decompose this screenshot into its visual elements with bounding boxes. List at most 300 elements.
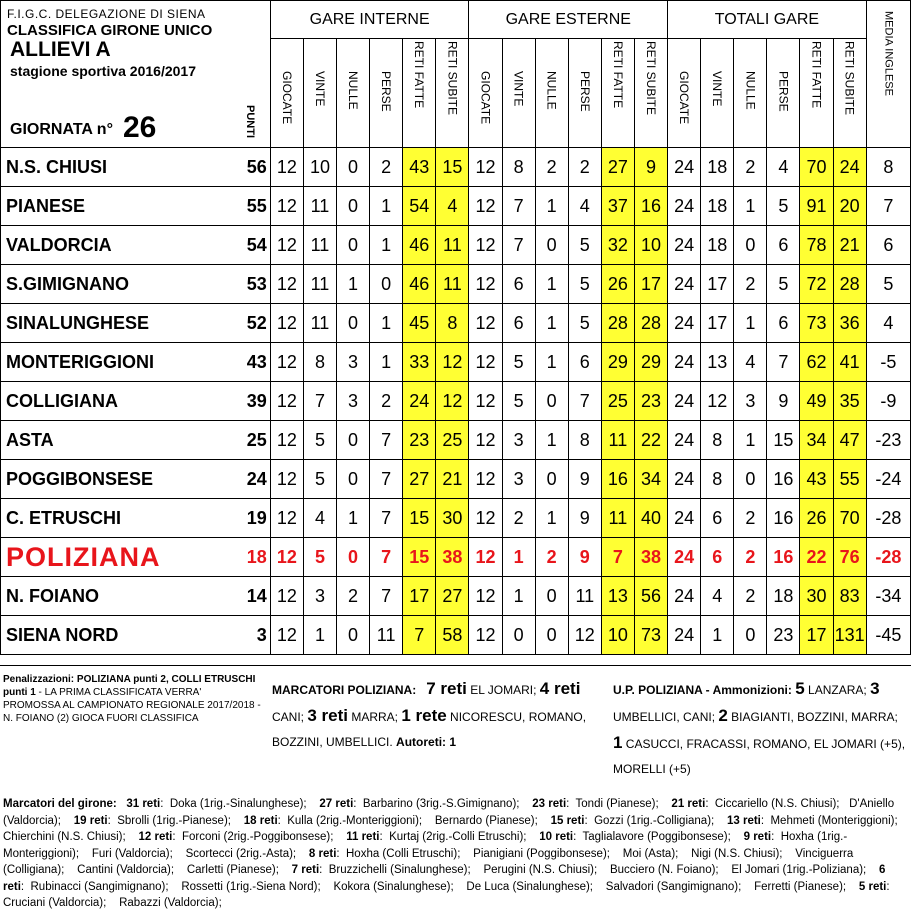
- stat-cell: 6: [701, 499, 734, 538]
- col-header-perse: [568, 38, 601, 148]
- scorers-names: EL JOMARI;: [466, 683, 540, 697]
- stat-cell: 16: [767, 499, 800, 538]
- stat-cell: 1: [701, 616, 734, 655]
- col-header-label: PERSE: [776, 70, 791, 112]
- stat-cell: 3: [734, 382, 767, 421]
- stat-cell: 70: [800, 148, 833, 187]
- stat-cell: 40: [634, 499, 667, 538]
- stat-cell: 36: [833, 304, 866, 343]
- stat-cell: 7: [403, 616, 436, 655]
- stat-cell: 1: [502, 577, 535, 616]
- team-name: SIENA NORD: [1, 616, 231, 655]
- stat-cell: 0: [337, 148, 370, 187]
- goals-group-label: 31 reti: [126, 798, 161, 810]
- goals-group-names: : Tondi (Pianese);: [566, 798, 672, 810]
- col-header-label: VINTE: [710, 70, 725, 106]
- goals-group-label: 7 reti: [291, 864, 320, 876]
- media-inglese-cell: -9: [866, 382, 910, 421]
- team-scorers: [272, 676, 592, 755]
- stat-cell: 4: [767, 148, 800, 187]
- goals-group-names: : Mehmeti (Monteriggioni); Chierchini (N.S. Chiusi);: [3, 814, 911, 843]
- stat-cell: 18: [767, 577, 800, 616]
- stat-cell: 73: [800, 304, 833, 343]
- stat-cell: 20: [833, 187, 866, 226]
- stat-cell: 30: [436, 499, 469, 538]
- stat-cell: 2: [535, 538, 568, 577]
- stat-cell: 1: [502, 538, 535, 577]
- stat-cell: 2: [734, 148, 767, 187]
- col-header-subite: [634, 38, 667, 148]
- stat-cell: 3: [337, 382, 370, 421]
- stat-cell: 11: [370, 616, 403, 655]
- stat-cell: 24: [668, 187, 701, 226]
- stat-cell: 24: [668, 382, 701, 421]
- table-row: [1, 460, 911, 499]
- stat-cell: 1: [303, 616, 336, 655]
- col-header-giocate: [668, 38, 701, 148]
- col-header-label: VINTE: [511, 70, 526, 106]
- stat-cell: 91: [800, 187, 833, 226]
- stat-cell: 2: [734, 499, 767, 538]
- team-points: 24: [230, 460, 270, 499]
- col-header-label: GIOCATE: [677, 70, 692, 124]
- stat-cell: 9: [767, 382, 800, 421]
- media-inglese-cell: -24: [866, 460, 910, 499]
- col-header-vinte: [502, 38, 535, 148]
- stat-cell: 46: [403, 226, 436, 265]
- stat-cell: 7: [370, 460, 403, 499]
- col-header-nulle: [535, 38, 568, 148]
- stat-cell: 131: [833, 616, 866, 655]
- stat-cell: 24: [668, 616, 701, 655]
- stat-cell: 0: [535, 460, 568, 499]
- stat-cell: 0: [370, 265, 403, 304]
- goals-group-names: : Taglialavore (Poggibonsese);: [573, 831, 744, 843]
- col-header-label: RETI FATTE: [412, 40, 427, 108]
- stat-cell: 46: [403, 265, 436, 304]
- stat-cell: 5: [568, 265, 601, 304]
- team-points: 43: [230, 343, 270, 382]
- team-name: PIANESE: [1, 187, 231, 226]
- stat-cell: 1: [370, 187, 403, 226]
- goals-group-names: : Barbarino (3rig.-S.Gimignano);: [353, 798, 533, 810]
- col-header-perse: [767, 38, 800, 148]
- col-header-nulle: [734, 38, 767, 148]
- goals-group-names: [117, 798, 127, 810]
- stat-cell: 23: [634, 382, 667, 421]
- stat-cell: 0: [337, 616, 370, 655]
- table-row: [1, 577, 911, 616]
- stat-cell: 0: [535, 616, 568, 655]
- stat-cell: 27: [436, 577, 469, 616]
- stat-cell: 1: [535, 421, 568, 460]
- stat-cell: 1: [734, 421, 767, 460]
- stat-cell: 2: [734, 538, 767, 577]
- stat-cell: 2: [370, 382, 403, 421]
- stat-cell: 9: [634, 148, 667, 187]
- bookings-count: 3: [870, 679, 880, 698]
- stat-cell: 6: [502, 304, 535, 343]
- goals-group-label: 10 reti: [539, 831, 574, 843]
- stat-cell: 8: [568, 421, 601, 460]
- scorers-names: MARRA;: [347, 710, 402, 724]
- team-name: N. FOIANO: [1, 577, 231, 616]
- stat-cell: 4: [303, 499, 336, 538]
- stat-cell: 18: [701, 226, 734, 265]
- stat-cell: 12: [469, 265, 502, 304]
- stat-cell: 17: [634, 265, 667, 304]
- stat-cell: 12: [270, 304, 303, 343]
- group-home: GARE INTERNE: [270, 1, 469, 39]
- stat-cell: 10: [601, 616, 634, 655]
- stat-cell: 11: [601, 499, 634, 538]
- stat-cell: 5: [568, 226, 601, 265]
- goals-group-label: 13 reti: [727, 814, 761, 827]
- team-bookings: [613, 676, 909, 782]
- stat-cell: 8: [303, 343, 336, 382]
- stat-cell: 12: [270, 148, 303, 187]
- media-header-label: MEDIA INGLESE: [882, 11, 895, 96]
- team-points: 39: [230, 382, 270, 421]
- stat-cell: 12: [270, 460, 303, 499]
- stat-cell: 12: [701, 382, 734, 421]
- stat-cell: 1: [535, 343, 568, 382]
- goals-group-label: 23 reti: [532, 798, 567, 810]
- stat-cell: 12: [469, 421, 502, 460]
- goals-group-label: 15 reti: [550, 814, 585, 827]
- goals-group-label: 27 reti: [319, 798, 354, 810]
- table-row: [1, 187, 911, 226]
- stat-cell: 9: [568, 460, 601, 499]
- goals-group-label: 12 reti: [138, 831, 173, 843]
- table-row: [1, 343, 911, 382]
- season-label: stagione sportiva 2016/2017: [10, 63, 196, 79]
- stat-cell: 30: [800, 577, 833, 616]
- stat-cell: 17: [800, 616, 833, 655]
- stat-cell: 6: [767, 304, 800, 343]
- stat-cell: 12: [469, 148, 502, 187]
- scorers-count: 3 reti: [307, 706, 348, 725]
- stat-cell: 0: [337, 304, 370, 343]
- stat-cell: 5: [568, 304, 601, 343]
- stat-cell: 38: [436, 538, 469, 577]
- stat-cell: 29: [601, 343, 634, 382]
- stat-cell: 43: [403, 148, 436, 187]
- stat-cell: 0: [337, 226, 370, 265]
- col-header-nulle: [337, 38, 370, 148]
- stat-cell: 7: [370, 538, 403, 577]
- stat-cell: 12: [469, 577, 502, 616]
- team-name: VALDORCIA: [1, 226, 231, 265]
- stat-cell: 5: [303, 421, 336, 460]
- stat-cell: 11: [303, 265, 336, 304]
- table-row: [1, 226, 911, 265]
- stat-cell: 12: [469, 382, 502, 421]
- stat-cell: 16: [767, 538, 800, 577]
- col-header-label: PERSE: [577, 70, 592, 112]
- penalties-note: [3, 673, 261, 725]
- own-goals: Autoreti: 1: [396, 735, 457, 749]
- stat-cell: 70: [833, 499, 866, 538]
- stat-cell: 35: [833, 382, 866, 421]
- stat-cell: 0: [337, 421, 370, 460]
- goals-group-label: Marcatori del girone:: [3, 798, 117, 810]
- stat-cell: 12: [469, 499, 502, 538]
- stat-cell: 1: [337, 265, 370, 304]
- goals-group-names: : Hoxha (1rig.-Monteriggioni); Furi (Valdorcia); Scortecci (2rig.-Asta);: [3, 831, 848, 860]
- team-points: 53: [230, 265, 270, 304]
- stat-cell: 56: [634, 577, 667, 616]
- team-scorers-label: MARCATORI POLIZIANA:: [272, 683, 417, 697]
- stat-cell: 7: [502, 187, 535, 226]
- stat-cell: 1: [370, 343, 403, 382]
- table-row: [1, 265, 911, 304]
- col-header-giocate: [469, 38, 502, 148]
- table-row: [1, 304, 911, 343]
- team-points: 56: [230, 148, 270, 187]
- stat-cell: 1: [734, 187, 767, 226]
- bookings-label: U.P. POLIZIANA - Ammonizioni:: [613, 683, 792, 697]
- table-row: [1, 148, 911, 187]
- stat-cell: 1: [337, 499, 370, 538]
- stat-cell: 1: [370, 304, 403, 343]
- stat-cell: 3: [303, 577, 336, 616]
- stat-cell: 73: [634, 616, 667, 655]
- goals-group-names: : Cruciani (Valdorcia); Rabazzi (Valdorcia);: [3, 880, 896, 909]
- stat-cell: 4: [436, 187, 469, 226]
- table-row: [1, 421, 911, 460]
- stat-cell: 18: [701, 148, 734, 187]
- stat-cell: 28: [833, 265, 866, 304]
- stat-cell: 29: [634, 343, 667, 382]
- classification-label: CLASSIFICA GIRONE UNICO: [7, 22, 213, 39]
- stat-cell: 2: [535, 148, 568, 187]
- stat-cell: 10: [634, 226, 667, 265]
- stat-cell: 83: [833, 577, 866, 616]
- stat-cell: 12: [270, 187, 303, 226]
- stat-cell: 12: [270, 577, 303, 616]
- bookings-names: LANZARA;: [804, 683, 871, 697]
- points-header: [230, 1, 270, 148]
- stat-cell: 4: [701, 577, 734, 616]
- col-header-fatte: [403, 38, 436, 148]
- stat-cell: 2: [568, 148, 601, 187]
- team-name: N.S. CHIUSI: [1, 148, 231, 187]
- col-header-fatte: [800, 38, 833, 148]
- stat-cell: 6: [568, 343, 601, 382]
- stat-cell: 34: [800, 421, 833, 460]
- media-inglese-cell: -28: [866, 499, 910, 538]
- stat-cell: 12: [469, 304, 502, 343]
- col-header-label: NULLE: [346, 70, 361, 110]
- goals-group-label: 6 reti: [3, 864, 886, 893]
- goals-group-label: 8 reti: [308, 847, 337, 860]
- stat-cell: 1: [370, 226, 403, 265]
- stat-cell: 12: [270, 265, 303, 304]
- stat-cell: 5: [767, 265, 800, 304]
- penalties-label: Penalizzazioni: POLIZIANA punti 2, COLLI ETRUSCHI punti 1: [3, 674, 256, 698]
- col-header-label: PERSE: [379, 70, 394, 112]
- goals-group-label: 11 reti: [346, 831, 380, 843]
- goals-group-names: : Forconi (2rig.-Poggibonsese);: [172, 831, 347, 843]
- goals-group-names: : Gozzi (1rig.-Colligiana);: [584, 814, 727, 827]
- stat-cell: 62: [800, 343, 833, 382]
- goals-group-names: : Sbrolli (1rig.-Pianese);: [107, 814, 244, 827]
- table-row: [1, 538, 911, 577]
- stat-cell: 0: [734, 616, 767, 655]
- stat-cell: 0: [502, 616, 535, 655]
- bookings-names: UMBELLICI, CANI;: [613, 710, 719, 724]
- media-inglese-cell: 7: [866, 187, 910, 226]
- stat-cell: 0: [535, 577, 568, 616]
- stat-cell: 11: [436, 265, 469, 304]
- col-header-subite: [436, 38, 469, 148]
- bookings-count: 1: [613, 733, 623, 752]
- stat-cell: 4: [568, 187, 601, 226]
- scorers-count: 1 rete: [401, 706, 447, 725]
- stat-cell: 0: [734, 460, 767, 499]
- col-header-perse: [370, 38, 403, 148]
- matchday-number: 26: [122, 111, 157, 144]
- stat-cell: 28: [634, 304, 667, 343]
- stat-cell: 12: [469, 343, 502, 382]
- stat-cell: 24: [668, 499, 701, 538]
- group-total: TOTALI GARE: [668, 1, 867, 39]
- stat-cell: 5: [502, 343, 535, 382]
- stat-cell: 55: [833, 460, 866, 499]
- media-inglese-cell: -45: [866, 616, 910, 655]
- stat-cell: 1: [535, 265, 568, 304]
- goals-group-names: : Bruzzichelli (Sinalunghese); Perugini (N.S. Chiusi); Bucciero (N. Foiano); El Jomari (1rig.-Poliziana);: [319, 864, 880, 876]
- stat-cell: 15: [403, 499, 436, 538]
- media-inglese-cell: -28: [866, 538, 910, 577]
- notes-area: [0, 665, 911, 914]
- penalties-text: - LA PRIMA CLASSIFICATA VERRA' PROMOSSA AL CAMPIONATO REGIONALE 2017/2018 - N. FOIANO (2) GIOCA FUORI CLASSIFICA: [3, 687, 261, 724]
- league-scorers: [3, 796, 911, 912]
- stat-cell: 49: [800, 382, 833, 421]
- team-name: C. ETRUSCHI: [1, 499, 231, 538]
- matchday-label: GIORNATA n°: [10, 121, 113, 138]
- bookings-names: BIAGIANTI, BOZZINI, MARRA;: [727, 710, 898, 724]
- stat-cell: 37: [601, 187, 634, 226]
- stat-cell: 9: [568, 538, 601, 577]
- stat-cell: 6: [767, 226, 800, 265]
- col-header-vinte: [303, 38, 336, 148]
- media-header: [866, 1, 910, 148]
- media-inglese-cell: 5: [866, 265, 910, 304]
- stat-cell: 15: [403, 538, 436, 577]
- stat-cell: 11: [303, 304, 336, 343]
- stat-cell: 25: [436, 421, 469, 460]
- col-header-giocate: [270, 38, 303, 148]
- col-header-label: VINTE: [312, 70, 327, 106]
- bookings-count: 2: [718, 706, 728, 725]
- stat-cell: 11: [436, 226, 469, 265]
- stat-cell: 11: [601, 421, 634, 460]
- stat-cell: 3: [502, 460, 535, 499]
- goals-group-label: 18 reti: [243, 814, 278, 827]
- stat-cell: 0: [734, 226, 767, 265]
- stat-cell: 8: [436, 304, 469, 343]
- stat-cell: 12: [270, 421, 303, 460]
- team-points: 19: [230, 499, 270, 538]
- stat-cell: 7: [370, 499, 403, 538]
- stat-cell: 23: [767, 616, 800, 655]
- federation-label: F.I.G.C. DELEGAZIONE DI SIENA: [7, 7, 206, 21]
- stat-cell: 1: [535, 304, 568, 343]
- stat-cell: 24: [668, 343, 701, 382]
- stat-cell: 16: [767, 460, 800, 499]
- stat-cell: 12: [270, 343, 303, 382]
- stat-cell: 24: [668, 148, 701, 187]
- stat-cell: 1: [535, 499, 568, 538]
- stat-cell: 24: [403, 382, 436, 421]
- stat-cell: 17: [701, 304, 734, 343]
- stat-cell: 16: [601, 460, 634, 499]
- col-header-label: NULLE: [544, 70, 559, 110]
- media-inglese-cell: -23: [866, 421, 910, 460]
- team-name: S.GIMIGNANO: [1, 265, 231, 304]
- stat-cell: 78: [800, 226, 833, 265]
- team-points: 52: [230, 304, 270, 343]
- stat-cell: 5: [767, 187, 800, 226]
- stat-cell: 8: [502, 148, 535, 187]
- goals-group-names: : Hoxha (Colli Etruschi); Pianigiani (Poggibonsese); Moi (Asta); Nigi (N.S. Chiusi); Vinciguerra (Colligiana); Cantini (Valdorcia); Carletti (Pianese);: [3, 847, 857, 876]
- stat-cell: 10: [303, 148, 336, 187]
- team-points: 54: [230, 226, 270, 265]
- bookings-count: 5: [795, 679, 805, 698]
- stat-cell: 4: [734, 343, 767, 382]
- stat-cell: 32: [601, 226, 634, 265]
- goals-group-label: 21 reti: [671, 798, 706, 810]
- stat-cell: 0: [535, 226, 568, 265]
- stat-cell: 5: [303, 538, 336, 577]
- stat-cell: 16: [634, 187, 667, 226]
- stat-cell: 7: [370, 577, 403, 616]
- stat-cell: 7: [767, 343, 800, 382]
- col-header-vinte: [701, 38, 734, 148]
- bookings-names: CASUCCI, FRACASSI, ROMANO, EL JOMARI (+5), MORELLI (+5): [613, 737, 906, 776]
- team-name: MONTERIGGIONI: [1, 343, 231, 382]
- stat-cell: 24: [668, 460, 701, 499]
- matchday: [10, 108, 156, 142]
- media-inglese-cell: 6: [866, 226, 910, 265]
- stat-cell: 2: [502, 499, 535, 538]
- stat-cell: 26: [800, 499, 833, 538]
- stat-cell: 3: [337, 343, 370, 382]
- stat-cell: 7: [568, 382, 601, 421]
- stat-cell: 12: [568, 616, 601, 655]
- stat-cell: 45: [403, 304, 436, 343]
- group-away: GARE ESTERNE: [469, 1, 668, 39]
- stat-cell: 0: [535, 382, 568, 421]
- stat-cell: 17: [701, 265, 734, 304]
- col-header-fatte: [601, 38, 634, 148]
- stat-cell: 12: [436, 382, 469, 421]
- media-inglese-cell: 4: [866, 304, 910, 343]
- team-points: 55: [230, 187, 270, 226]
- col-header-label: RETI SUBITE: [842, 40, 857, 115]
- stat-cell: 12: [469, 226, 502, 265]
- stat-cell: 11: [303, 187, 336, 226]
- stat-cell: 47: [833, 421, 866, 460]
- stat-cell: 13: [701, 343, 734, 382]
- scorers-names: CANI;: [272, 710, 308, 724]
- team-points: 25: [230, 421, 270, 460]
- col-header-subite: [833, 38, 866, 148]
- stat-cell: 12: [270, 616, 303, 655]
- stat-cell: 76: [833, 538, 866, 577]
